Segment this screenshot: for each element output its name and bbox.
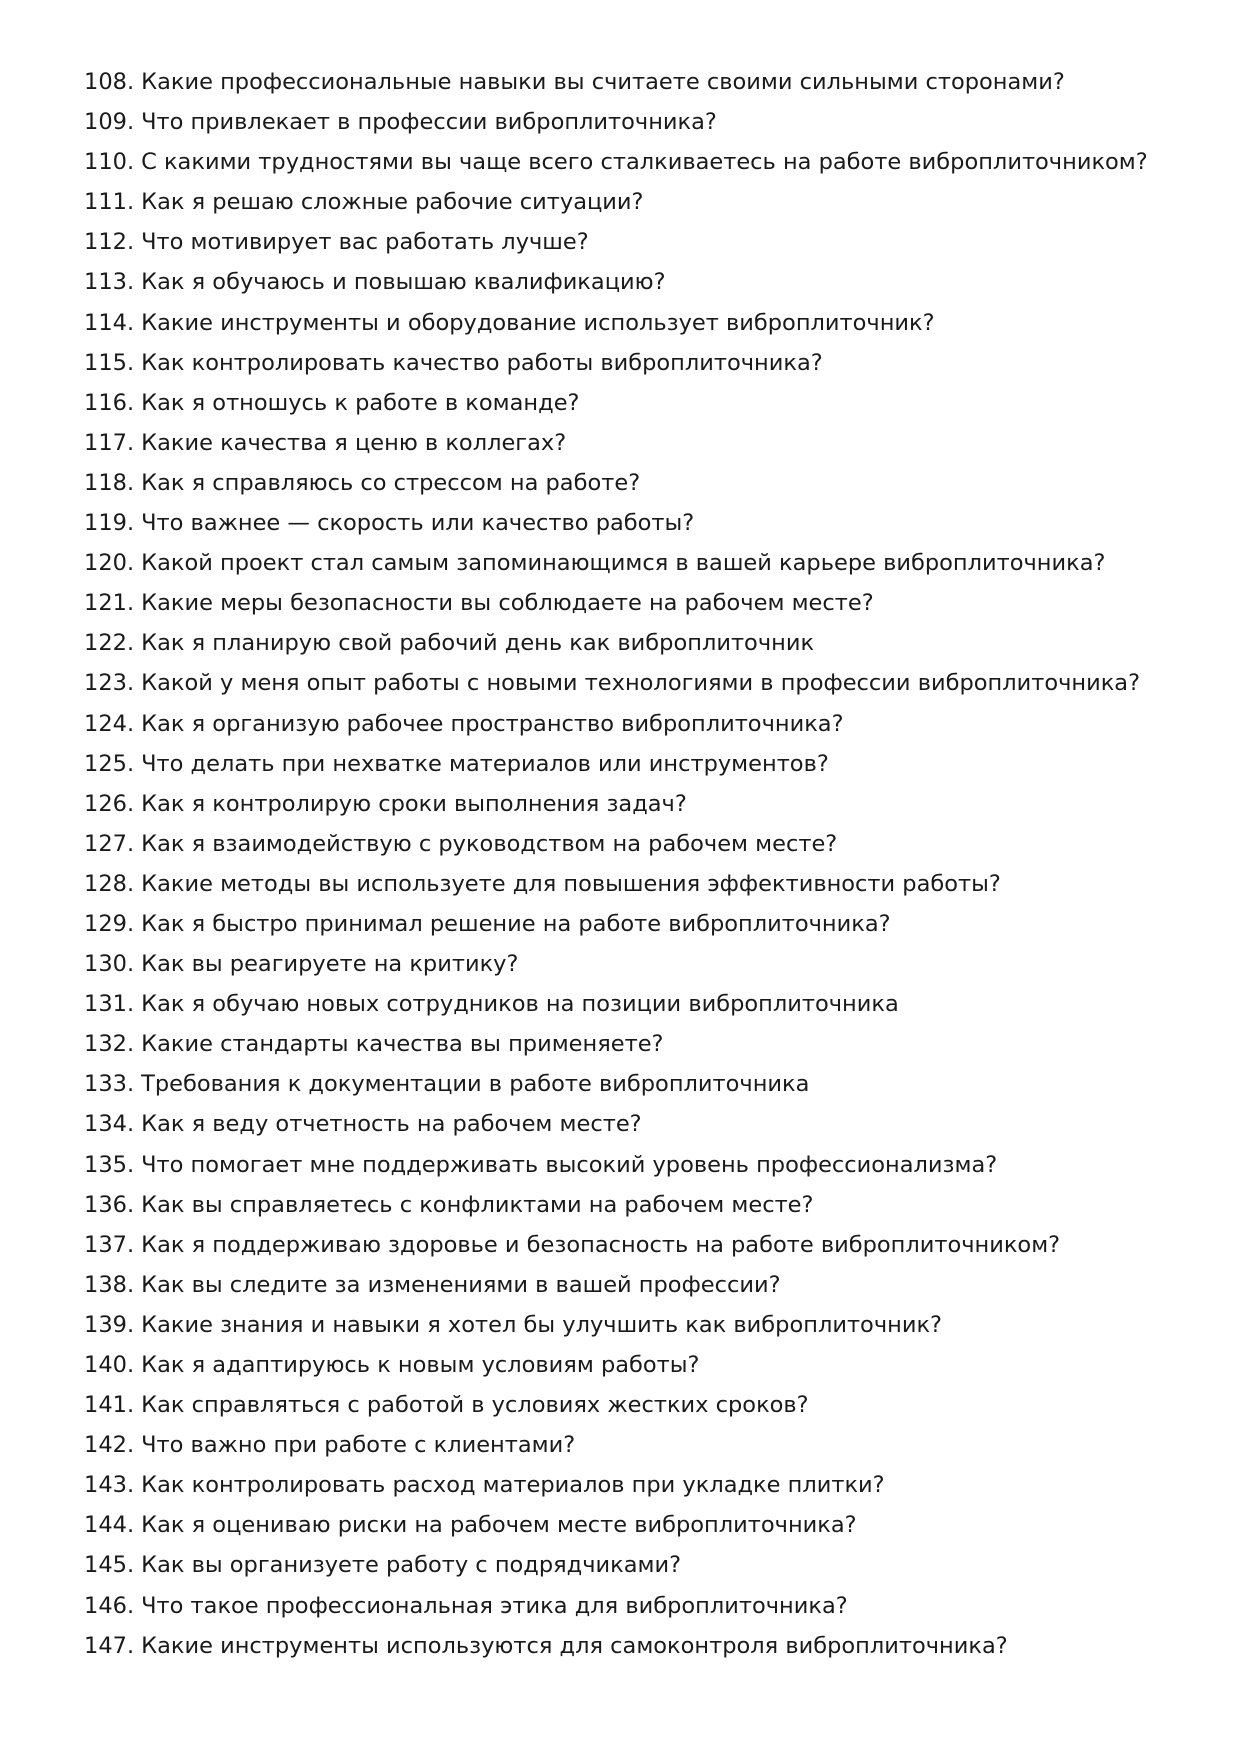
question-text: Что такое профессиональная этика для виброплиточника?	[141, 1592, 848, 1619]
question-number: 125.	[84, 750, 135, 777]
list-item	[84, 102, 1184, 142]
question-number: 118.	[84, 469, 135, 496]
list-item	[84, 744, 1184, 784]
list-item	[84, 1465, 1184, 1505]
list-item	[84, 1145, 1184, 1185]
list-item	[84, 503, 1184, 543]
question-text: Как я обучаюсь и повышаю квалификацию?	[141, 269, 666, 296]
list-item	[84, 904, 1184, 944]
question-text: Как я контролирую сроки выполнения задач?	[141, 790, 687, 817]
question-number: 126.	[84, 790, 135, 817]
list-item	[84, 182, 1184, 222]
question-list	[84, 62, 1184, 1666]
list-item	[84, 784, 1184, 824]
question-number: 108.	[84, 69, 135, 95]
list-item	[84, 463, 1184, 503]
list-item	[84, 262, 1184, 302]
question-number: 123.	[84, 670, 135, 697]
question-text: С какими трудностями вы чаще всего сталкиваетесь на работе виброплиточником?	[141, 149, 1148, 176]
list-item	[84, 704, 1184, 744]
question-text: Что помогает мне поддерживать высокий уровень профессионализма?	[141, 1151, 998, 1178]
question-number: 111.	[84, 189, 135, 216]
question-text: Какие знания и навыки я хотел бы улучшить как виброплиточник?	[141, 1311, 942, 1338]
question-text: Как я планирую свой рабочий день как виброплиточник	[141, 630, 815, 657]
list-item	[84, 343, 1184, 383]
list-item	[84, 303, 1184, 343]
question-text: Как вы следите за изменениями в вашей профессии?	[141, 1271, 781, 1298]
list-item	[84, 944, 1184, 984]
question-number: 141.	[84, 1392, 135, 1419]
list-item	[84, 1225, 1184, 1265]
question-text: Как вы реагируете на критику?	[141, 951, 519, 978]
question-text: Как я организую рабочее пространство виброплиточника?	[141, 710, 844, 737]
list-item	[84, 1425, 1184, 1465]
list-item	[84, 423, 1184, 463]
list-item	[84, 1345, 1184, 1385]
question-number: 138.	[84, 1271, 135, 1298]
list-item	[84, 1545, 1184, 1585]
question-text: Что привлекает в профессии виброплиточника?	[141, 109, 717, 136]
question-number: 146.	[84, 1592, 135, 1619]
question-text: Какие инструменты и оборудование использует виброплиточник?	[141, 309, 935, 336]
question-text: Как справляться с работой в условиях жестких сроков?	[141, 1392, 809, 1419]
question-text: Какие профессиональные навыки вы считаете своими сильными сторонами?	[141, 69, 1065, 95]
question-number: 136.	[84, 1191, 135, 1218]
list-item	[84, 864, 1184, 904]
list-item	[84, 383, 1184, 423]
list-item	[84, 1024, 1184, 1064]
question-text: Как контролировать расход материалов при укладке плитки?	[141, 1472, 885, 1499]
question-text: Как я быстро принимал решение на работе виброплиточника?	[141, 910, 891, 937]
question-number: 124.	[84, 710, 135, 737]
question-text: Как я обучаю новых сотрудников на позиции виброплиточника	[141, 991, 899, 1018]
question-number: 144.	[84, 1512, 135, 1539]
question-number: 127.	[84, 830, 135, 857]
question-number: 114.	[84, 309, 135, 336]
question-text: Какие стандарты качества вы применяете?	[141, 1031, 664, 1058]
question-number: 135.	[84, 1151, 135, 1178]
question-number: 132.	[84, 1031, 135, 1058]
question-number: 117.	[84, 429, 135, 456]
question-number: 119.	[84, 510, 135, 537]
list-item	[84, 1185, 1184, 1225]
question-text: Какие методы вы используете для повышения эффективности работы?	[141, 870, 1001, 897]
question-text: Что делать при нехватке материалов или инструментов?	[141, 750, 829, 777]
question-number: 120.	[84, 550, 135, 577]
question-number: 129.	[84, 910, 135, 937]
question-text: Как я оцениваю риски на рабочем месте виброплиточника?	[141, 1512, 857, 1539]
question-text: Как я адаптируюсь к новым условиям работы?	[141, 1352, 700, 1378]
list-item	[84, 984, 1184, 1024]
list-item	[84, 824, 1184, 864]
question-text: Как я справляюсь со стрессом на работе?	[141, 469, 641, 496]
question-text: Что мотивирует вас работать лучше?	[141, 229, 589, 256]
question-number: 116.	[84, 389, 135, 416]
question-text: Как я взаимодействую с руководством на рабочем месте?	[141, 830, 838, 857]
question-number: 137.	[84, 1231, 135, 1258]
question-number: 143.	[84, 1472, 135, 1499]
question-text: Как вы справляетесь с конфликтами на рабочем месте?	[141, 1191, 814, 1218]
question-text: Как вы организуете работу с подрядчиками?	[141, 1552, 682, 1579]
list-item	[84, 62, 1184, 102]
list-item	[84, 583, 1184, 623]
question-text: Как я решаю сложные рабочие ситуации?	[141, 189, 644, 216]
question-text: Как я отношусь к работе в команде?	[141, 389, 580, 416]
list-item	[84, 1586, 1184, 1626]
question-number: 142.	[84, 1432, 135, 1459]
question-number: 140.	[84, 1352, 135, 1378]
question-text: Что важно при работе с клиентами?	[141, 1432, 576, 1459]
list-item	[84, 1305, 1184, 1345]
list-item	[84, 142, 1184, 182]
question-text: Какой у меня опыт работы с новыми технологиями в профессии виброплиточника?	[141, 670, 1141, 697]
question-number: 147.	[84, 1632, 135, 1659]
list-item	[84, 623, 1184, 663]
question-text: Как контролировать качество работы виброплиточника?	[141, 349, 823, 376]
question-number: 131.	[84, 991, 135, 1018]
list-item	[84, 663, 1184, 703]
question-text: Требования к документации в работе виброплиточника	[141, 1071, 810, 1098]
list-item	[84, 1626, 1184, 1666]
question-number: 112.	[84, 229, 135, 256]
question-number: 115.	[84, 349, 135, 376]
question-number: 139.	[84, 1311, 135, 1338]
question-number: 133.	[84, 1071, 135, 1098]
question-text: Что важнее — скорость или качество работы?	[141, 510, 695, 537]
list-item	[84, 1505, 1184, 1545]
question-text: Какие меры безопасности вы соблюдаете на рабочем месте?	[141, 590, 874, 617]
question-number: 134.	[84, 1111, 135, 1138]
list-item	[84, 1104, 1184, 1144]
question-text: Какие инструменты используются для самоконтроля виброплиточника?	[141, 1632, 1008, 1659]
question-text: Как я веду отчетность на рабочем месте?	[141, 1111, 642, 1138]
list-item	[84, 222, 1184, 262]
question-number: 113.	[84, 269, 135, 296]
question-text: Как я поддерживаю здоровье и безопасность на работе виброплиточником?	[141, 1231, 1061, 1258]
question-number: 128.	[84, 870, 135, 897]
question-number: 130.	[84, 951, 135, 978]
question-text: Какой проект стал самым запоминающимся в вашей карьере виброплиточника?	[141, 550, 1106, 577]
list-item	[84, 1265, 1184, 1305]
list-item	[84, 1064, 1184, 1104]
question-text: Какие качества я ценю в коллегах?	[141, 429, 567, 456]
question-number: 121.	[84, 590, 135, 617]
list-item	[84, 543, 1184, 583]
question-number: 122.	[84, 630, 135, 657]
question-number: 109.	[84, 109, 135, 136]
question-number: 145.	[84, 1552, 135, 1579]
list-item	[84, 1385, 1184, 1425]
question-number: 110.	[84, 149, 135, 176]
